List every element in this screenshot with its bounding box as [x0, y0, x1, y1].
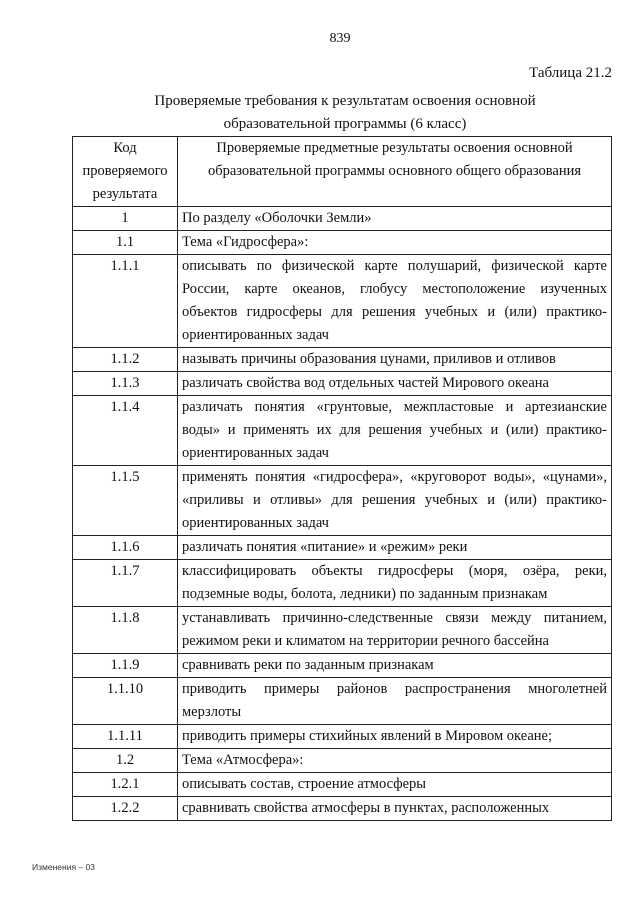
table-row	[73, 536, 612, 560]
result-text: различать понятия «грунтовые, межпластовые и артезианские воды» и применять их для решения учебных и (или) практико-ориентированных задач	[178, 396, 612, 466]
table-row	[73, 560, 612, 607]
result-code: 1.2	[73, 749, 178, 773]
result-code: 1.1.9	[73, 654, 178, 678]
result-code: 1.1.4	[73, 396, 178, 466]
table-row	[73, 797, 612, 821]
table-row	[73, 348, 612, 372]
table-row	[73, 607, 612, 654]
requirements-table	[72, 136, 612, 821]
result-code: 1.2.1	[73, 773, 178, 797]
result-code: 1.2.2	[73, 797, 178, 821]
result-text: Тема «Гидросфера»:	[178, 231, 612, 255]
result-text: описывать состав, строение атмосферы	[178, 773, 612, 797]
result-text: применять понятия «гидросфера», «круговорот воды», «цунами», «приливы и отливы» для решения учебных и (или) практико-ориентированных задач	[178, 466, 612, 536]
footer-revision: Изменения – 03	[32, 862, 95, 872]
result-text: приводить примеры районов распространения многолетней мерзлоты	[178, 678, 612, 725]
table-heading	[0, 90, 640, 136]
result-code: 1.1.1	[73, 255, 178, 348]
heading-line-2: образовательной программы (6 класс)	[223, 116, 467, 132]
result-code: 1.1.7	[73, 560, 178, 607]
column-header-code: Код проверяемого результата	[73, 137, 178, 207]
result-text: называть причины образования цунами, приливов и отливов	[178, 348, 612, 372]
table-row	[73, 207, 612, 231]
result-code: 1.1.11	[73, 725, 178, 749]
result-text: сравнивать реки по заданным признакам	[178, 654, 612, 678]
result-text: описывать по физической карте полушарий, физической карте России, карте океанов, глобусу местоположение изученных объектов гидросферы для решения учебных и (или) практико-ориентированных задач	[178, 255, 612, 348]
result-code: 1.1.2	[73, 348, 178, 372]
result-code: 1.1.3	[73, 372, 178, 396]
result-text: сравнивать свойства атмосферы в пунктах, расположенных	[178, 797, 612, 821]
result-text: По разделу «Оболочки Земли»	[178, 207, 612, 231]
table-row	[73, 231, 612, 255]
result-code: 1.1	[73, 231, 178, 255]
result-text: приводить примеры стихийных явлений в Мировом океане;	[178, 725, 612, 749]
table-row	[73, 466, 612, 536]
table-row	[73, 372, 612, 396]
table-label: Таблица 21.2	[529, 65, 612, 81]
table-row	[73, 749, 612, 773]
result-text: Тема «Атмосфера»:	[178, 749, 612, 773]
result-code: 1.1.8	[73, 607, 178, 654]
table-row	[73, 255, 612, 348]
table-row	[73, 678, 612, 725]
table-row	[73, 396, 612, 466]
result-text: устанавливать причинно-следственные связи между питанием, режимом реки и климатом на территории речного бассейна	[178, 607, 612, 654]
table-row	[73, 773, 612, 797]
table-row	[73, 654, 612, 678]
table-row	[73, 725, 612, 749]
result-code: 1.1.6	[73, 536, 178, 560]
column-header-description: Проверяемые предметные результаты освоения основной образовательной программы основного общего образования	[178, 137, 612, 207]
table-header-row	[73, 137, 612, 207]
result-code: 1.1.10	[73, 678, 178, 725]
result-code: 1.1.5	[73, 466, 178, 536]
page-number: 839	[329, 31, 351, 46]
heading-line-1: Проверяемые требования к результатам освоения основной	[154, 93, 536, 109]
result-text: различать свойства вод отдельных частей Мирового океана	[178, 372, 612, 396]
result-text: классифицировать объекты гидросферы (моря, озёра, реки, подземные воды, болота, ледники) по заданным признакам	[178, 560, 612, 607]
result-code: 1	[73, 207, 178, 231]
result-text: различать понятия «питание» и «режим» реки	[178, 536, 612, 560]
